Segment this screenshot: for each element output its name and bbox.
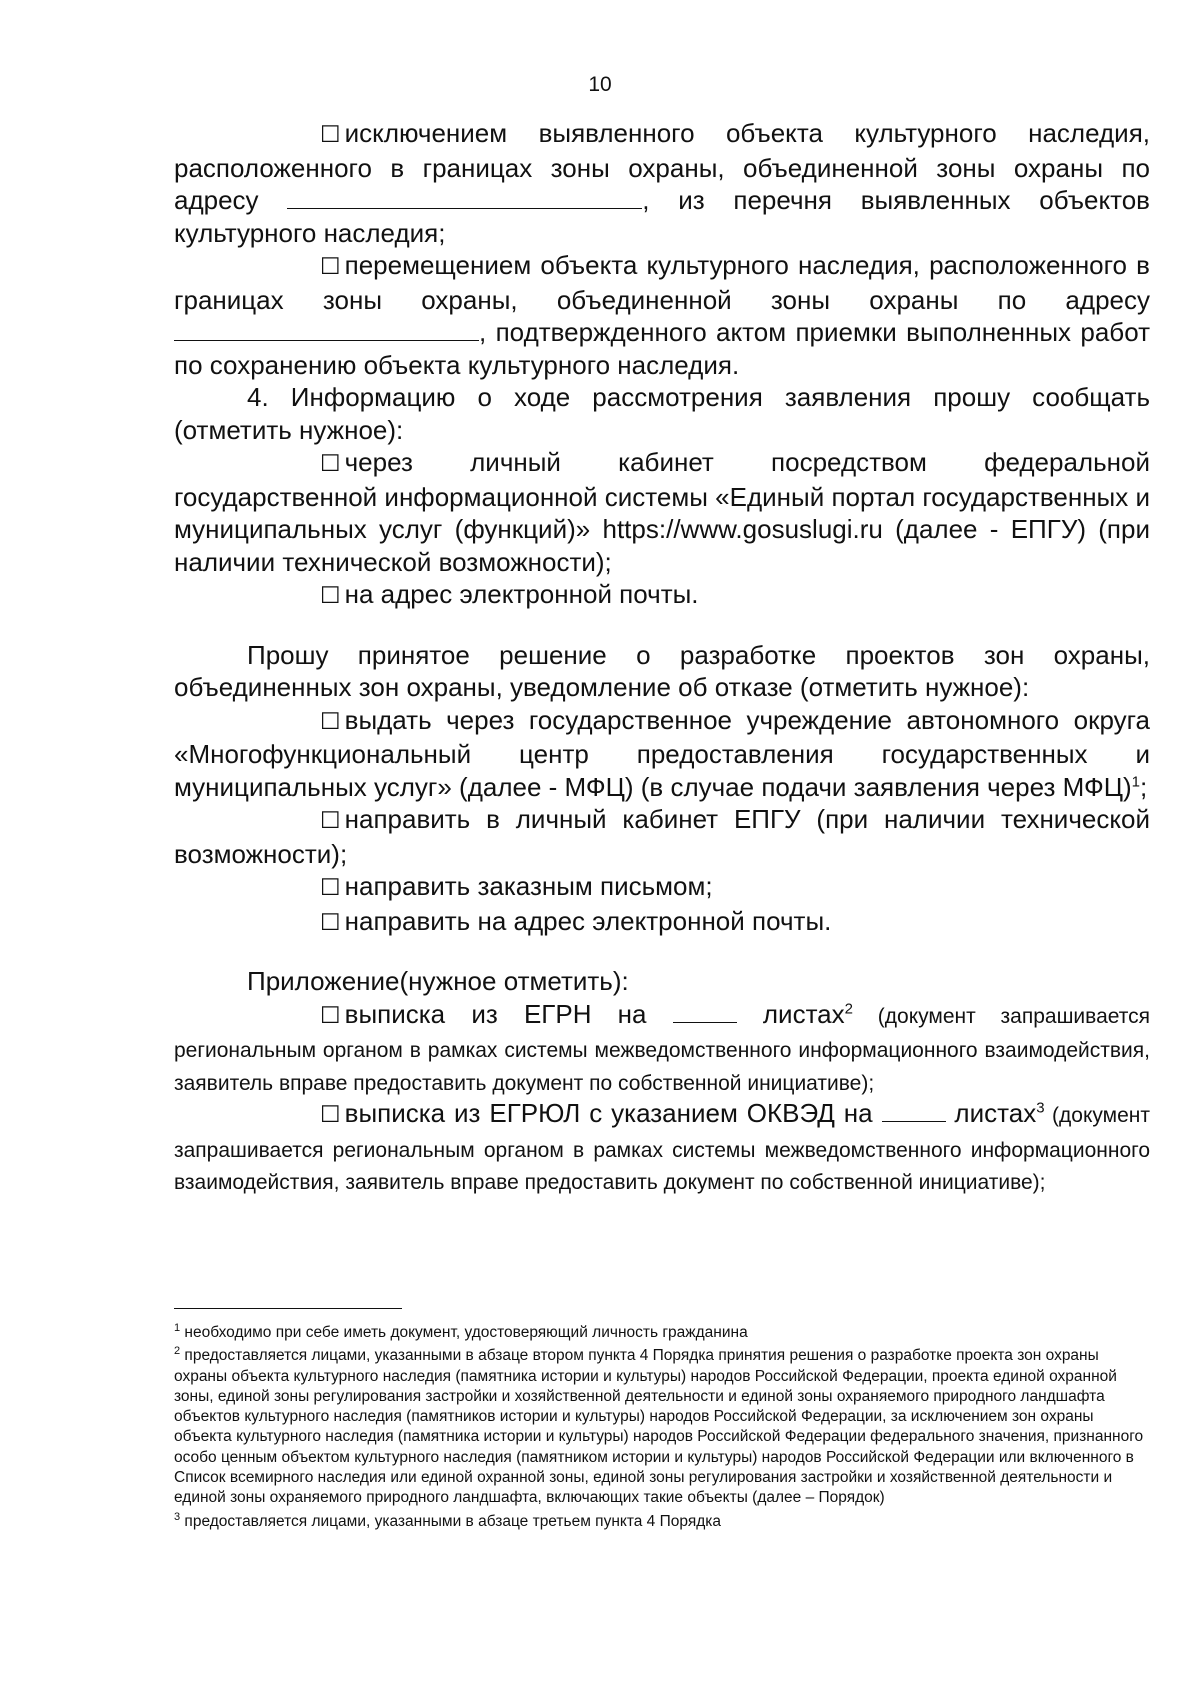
- attachment-egrn: [174, 998, 1150, 1098]
- address-blank[interactable]: [174, 318, 479, 341]
- document-body: [174, 117, 1150, 1197]
- option-exclusion-text-1: исключением выявленного объекта культурного наследия, расположенного в границах зоны охраны, объединенной зоны охраны по адресу: [174, 118, 1150, 215]
- option-relocation: [174, 249, 1150, 381]
- footnote-3: [174, 1512, 1150, 1532]
- footnotes: [174, 1323, 1150, 1535]
- option-send-email-text: направить на адрес электронной почты.: [344, 905, 832, 936]
- sheets-count-blank[interactable]: [882, 1099, 946, 1122]
- footnote-mark: 1: [174, 1321, 181, 1334]
- footnote-ref: 1: [1131, 772, 1141, 790]
- attachment-egrn-note: (документ запрашивается региональным органом в рамках системы межведомственного информационного взаимодействия, заявитель вправе предоставить документ по собственной инициативе);: [174, 1004, 1150, 1095]
- attachment-egrn-text-1: выписка из ЕГРН на: [344, 998, 673, 1029]
- option-send-epgu: [174, 803, 1150, 870]
- option-exclusion: [174, 117, 1150, 249]
- option-relocation-text-1: перемещением объекта культурного наследия, расположенного в границах зоны охраны, объединенной зоны охраны по адресу: [174, 250, 1150, 315]
- checkbox-icon[interactable]: ☐: [320, 451, 341, 477]
- checkbox-icon[interactable]: ☐: [320, 583, 341, 609]
- attachment-egrul-note: (документ запрашивается региональным органом в рамках системы межведомственного информационного взаимодействия, заявитель вправе предоставить документ по собственной инициативе);: [174, 1104, 1151, 1194]
- sheets-count-blank[interactable]: [673, 1000, 737, 1023]
- footnote-text: необходимо при себе иметь документ, удостоверяющий личность гражданина: [180, 1324, 748, 1341]
- decision-delivery-heading: Прошу принятое решение о разработке проектов зон охраны, объединенных зон охраны, уведомление об отказе (отметить нужное):: [174, 639, 1150, 702]
- footnote-1: [174, 1323, 1150, 1343]
- footnote-mark: 2: [174, 1345, 181, 1358]
- section-4-heading: 4. Информацию о ходе рассмотрения заявления прошу сообщать (отметить нужное):: [174, 382, 1150, 445]
- option-email-text: на адрес электронной почты.: [344, 579, 699, 609]
- checkbox-icon[interactable]: ☐: [320, 1102, 341, 1128]
- footnote-separator: [174, 1308, 402, 1309]
- footnote-mark: 3: [174, 1510, 181, 1523]
- option-send-email: [174, 905, 1150, 940]
- option-mfc-tail: ;: [1140, 771, 1148, 802]
- option-email: [174, 578, 1150, 613]
- checkbox-icon[interactable]: ☐: [320, 122, 341, 148]
- option-registered-mail-text: направить заказным письмом;: [344, 871, 713, 901]
- attachment-egrn-text-2: листах: [736, 998, 845, 1029]
- option-epgu-cabinet-text: через личный кабинет посредством федеральной государственной информационной системы «Единый портал государственных и муниципальных услуг (функций)» https://www.gosuslugi.ru (далее - ЕПГУ) (при наличии технической возможности);: [174, 447, 1150, 577]
- option-mfc-text: выдать через государственное учреждение автономного округа «Многофункциональный центр предоставления государственных и муниципальных услуг» (далее - МФЦ) (в случае подачи заявления через МФЦ): [174, 704, 1150, 802]
- footnote-ref: 3: [1036, 1099, 1045, 1117]
- option-send-epgu-text: направить в личный кабинет ЕПГУ (при наличии технической возможности);: [174, 804, 1150, 869]
- footnote-text: предоставляется лицами, указанными в абзаце третьем пункта 4 Порядка: [180, 1512, 721, 1530]
- footnote-ref: 2: [844, 999, 853, 1017]
- spacer: [174, 939, 1150, 965]
- checkbox-icon[interactable]: ☐: [320, 875, 341, 901]
- attachment-egrul: [174, 1097, 1150, 1197]
- spacer: [174, 613, 1150, 639]
- address-blank[interactable]: [287, 186, 642, 209]
- option-mfc: [174, 704, 1150, 804]
- attachment-egrul-text-2: листах: [945, 1098, 1037, 1128]
- footnote-2: [174, 1346, 1150, 1508]
- option-registered-mail: [174, 870, 1150, 905]
- option-exclusion-text-2: , из перечня выявленных объектов культурного наследия;: [174, 185, 1150, 248]
- attachments-heading: Приложение(нужное отметить):: [247, 966, 629, 996]
- option-epgu-cabinet: [174, 446, 1150, 578]
- footnote-text: предоставляется лицами, указанными в абзаце втором пункта 4 Порядка принятия решения о разработке проекта зон охраны охраны объекта культурного наследия (памятника истории и культуры) народов Российской Федерации, проекта единой охранной зоны, единой зоны регулирования застройки и хозяйственной деятельности и единой зоны охраняемого природного ландшафта объектов культурного наследия (памятников истории и культуры) народов Российской Федерации, за исключением зон охраны объекта культурного наследия (памятника истории и культуры) народов Российской Федерации федерального значения, признанного особо ценным объектом культурного наследия (памятником истории и культуры) народов Российской Федерации или включенного в Список всемирного наследия или единой охранной зоны, единой зоны регулирования застройки и хозяйственной деятельности и единой зоны охраняемого природного ландшафта, включающих такие объекты (далее – Порядок): [174, 1347, 1144, 1507]
- checkbox-icon[interactable]: ☐: [320, 254, 341, 280]
- checkbox-icon[interactable]: ☐: [320, 808, 341, 834]
- attachment-egrul-text-1: выписка из ЕГРЮЛ с указанием ОКВЭД на: [344, 1098, 882, 1128]
- option-relocation-text-2: , подтвержденного актом приемки выполненных работ по сохранению объекта культурного наследия.: [174, 317, 1150, 380]
- checkbox-icon[interactable]: ☐: [320, 1002, 341, 1029]
- checkbox-icon[interactable]: ☐: [320, 909, 341, 936]
- page-number: 10: [588, 73, 612, 96]
- checkbox-icon[interactable]: ☐: [320, 708, 341, 735]
